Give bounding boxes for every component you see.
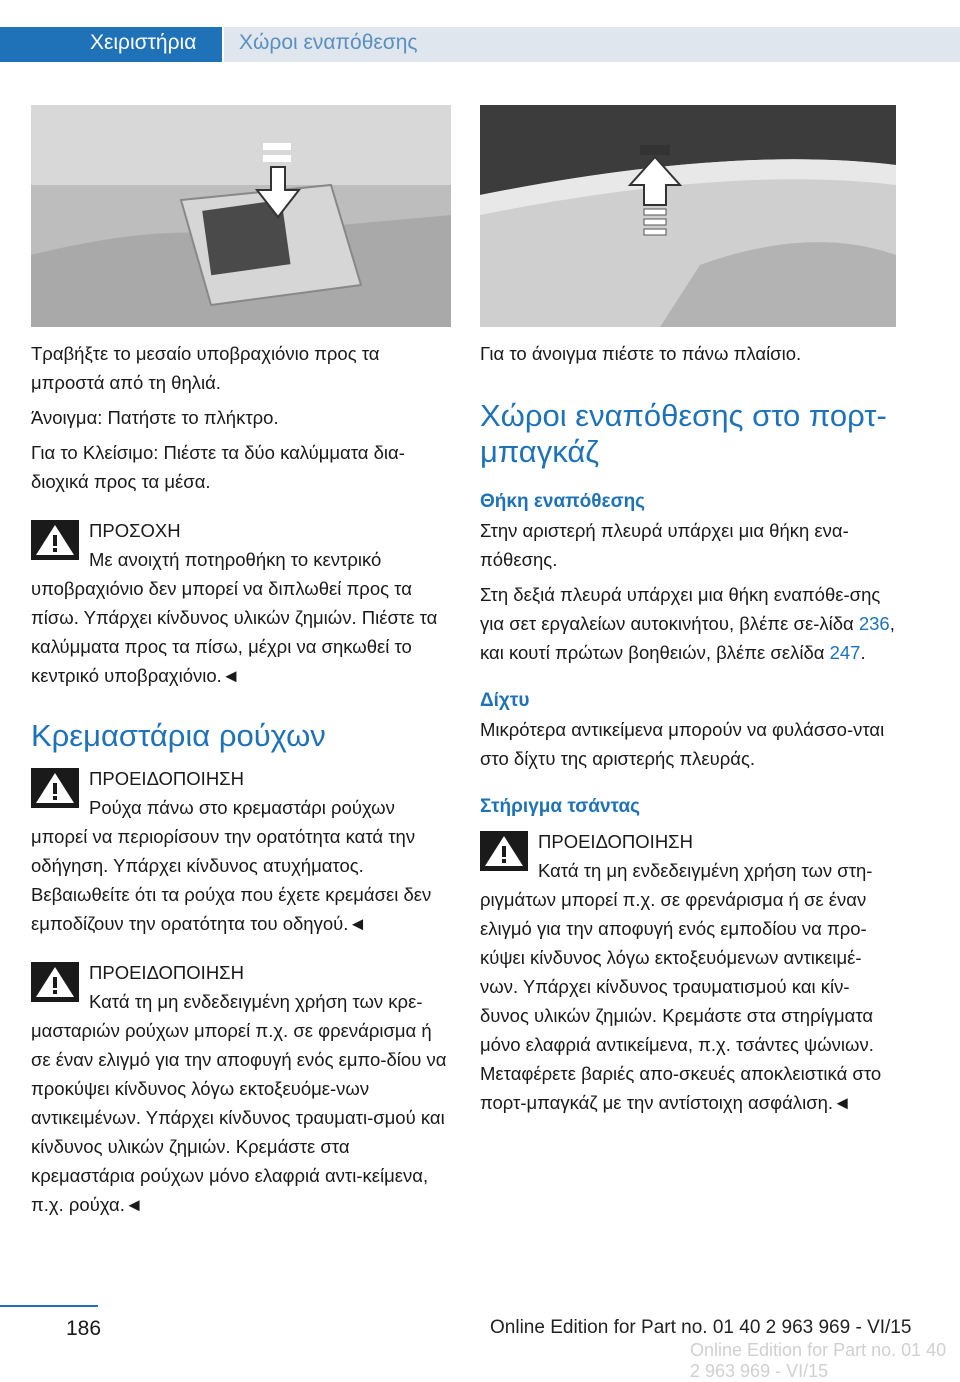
caption: Για το άνοιγμα πιέστε το πάνω πλαίσιο. xyxy=(480,343,802,364)
warning-block xyxy=(480,827,896,1117)
warning-text: υποβραχιόνιο δεν μπορεί να διπλωθεί προς τα πίσω. Υπάρχει κίνδυνος υλικών ζημιών. Πιέστε τα καλύμματα προς τα πίσω, μέχρι να σηκωθεί το κεντρικό υποβραχιόνιο.◄ xyxy=(31,578,438,686)
page-link[interactable]: 236 xyxy=(858,613,890,634)
warning-triangle-icon xyxy=(31,962,79,1002)
warning-text: μασταριών ρούχων μπορεί π.χ. σε φρενάρισμα ή σε έναν ελιγμό για την αποφυγή ενός εμπο-δίου να προκύψει κίνδυνος λόγω εκτοξευόμε-νων αντικειμένων. Υπάρχει κίνδυνος τραυματι-σμού και κίνδυνος υλικών ζημιών. Κρεμάστε στα κρεμαστάρια ρούχων μόνο ελαφριά αντι-κείμενα, π.χ. ρούχα.◄ xyxy=(31,1020,447,1215)
right-column xyxy=(480,105,896,1117)
warning-block xyxy=(31,958,451,1219)
warning-title: ΠΡΟΕΙΔΟΠΟΙΗΣΗ xyxy=(538,831,693,852)
left-column xyxy=(31,105,451,1219)
warning-triangle-icon xyxy=(480,831,528,871)
paragraph: Μικρότερα αντικείμενα μπορούν να φυλάσσο-νται στο δίχτυ της αριστερής πλευράς. xyxy=(480,719,885,769)
page-number: 186 xyxy=(66,1317,102,1340)
warning-triangle-icon xyxy=(31,520,79,560)
subheading-net: Δίχτυ xyxy=(480,690,530,711)
warning-text: ριγμάτων μπορεί π.χ. σε φρενάρισμα ή σε έναν ελιγμό για την αποφυγή ενός εμποδίου να προ-κύψει κίνδυνος λόγω εκτοξευόμενων αντικειμέ-νων. Υπάρχει κίνδυνος τραυματισμού και κίν-δυνος υλικών ζημιών. Κρεμάστε στα στηρίγματα μόνο ελαφριά αντικείμενα, π.χ. τσάντες ψώνιων. Μεταφέρετε βαριές απο-σκευές αποκλειστικά στο πορτ-μπαγκάζ με την αντίστοιχη ασφάλιση.◄ xyxy=(480,889,882,1113)
footer-rule xyxy=(0,1305,98,1307)
caption: Τραβήξτε το μεσαίο υποβραχιόνιο προς τα μπροστά από τη θηλιά. xyxy=(31,343,380,393)
section-heading: Κρεμαστάρια ρούχων xyxy=(31,718,326,753)
warning-text-first: Ρούχα πάνω στο κρεμαστάρι ρούχων xyxy=(89,797,395,818)
warning-block xyxy=(31,764,451,938)
subsection-title: Χώροι εναπόθεσης xyxy=(239,31,418,54)
open-instruction: Άνοιγμα: Πατήστε το πλήκτρο. xyxy=(31,407,279,428)
paragraph: Στην αριστερή πλευρά υπάρχει μια θήκη ενα-πόθεσης. xyxy=(480,520,849,570)
paragraph: Στη δεξιά πλευρά υπάρχει μια θήκη εναπόθε-σης για σετ εργαλείων αυτοκινήτου, βλέπε σε-λίδα 236, και κουτί πρώτων βοηθειών, βλέπε σελίδα 247. xyxy=(480,584,895,663)
warning-triangle-icon xyxy=(31,768,79,808)
close-instruction: Για το Κλείσιμο: Πιέστε τα δύο καλύμματα δια-διοχικά προς τα μέσα. xyxy=(31,442,405,492)
warning-title: ΠΡΟΕΙΔΟΠΟΙΗΣΗ xyxy=(89,962,244,983)
warning-text-first: Κατά τη μη ενδεδειγμένη χρήση των κρε- xyxy=(89,991,423,1012)
warning-title: ΠΡΟΣΟΧΗ xyxy=(89,520,181,541)
caution-block xyxy=(31,516,451,690)
section-heading: Χώροι εναπόθεσης στο πορτ-μπαγκάζ xyxy=(480,398,887,469)
warning-title: ΠΡΟΕΙΔΟΠΟΙΗΣΗ xyxy=(89,768,244,789)
page-link[interactable]: 247 xyxy=(829,642,861,663)
section-tab[interactable] xyxy=(0,27,222,62)
warning-text-first: Με ανοιχτή ποτηροθήκη το κεντρικό xyxy=(89,549,382,570)
ceiling-hook-photo xyxy=(480,105,896,327)
subheading-bag-hook: Στήριγμα τσάντας xyxy=(480,796,641,817)
armrest-photo xyxy=(31,105,451,327)
warning-text: μπορεί να περιορίσουν την ορατότητα κατά την οδήγηση. Υπάρχει κίνδυνος ατυχήματος. Βεβαιωθείτε ότι τα ρούχα που έχετε κρεμάσει δεν εμποδίζουν την ορατότητα του οδηγού.◄ xyxy=(31,826,432,934)
page-header xyxy=(0,0,960,62)
warning-text-first: Κατά τη μη ενδεδειγμένη χρήση των στη- xyxy=(538,860,873,881)
watermark: Online Edition for Part no. 01 40 2 963 969 - VI/15 xyxy=(690,1340,947,1381)
section-title: Χειριστήρια xyxy=(90,31,197,54)
edition-text: Online Edition for Part no. 01 40 2 963 969 - VI/15 xyxy=(490,1317,912,1338)
subsection-tab[interactable] xyxy=(224,27,960,62)
subheading-storage: Θήκη εναπόθεσης xyxy=(480,491,646,512)
